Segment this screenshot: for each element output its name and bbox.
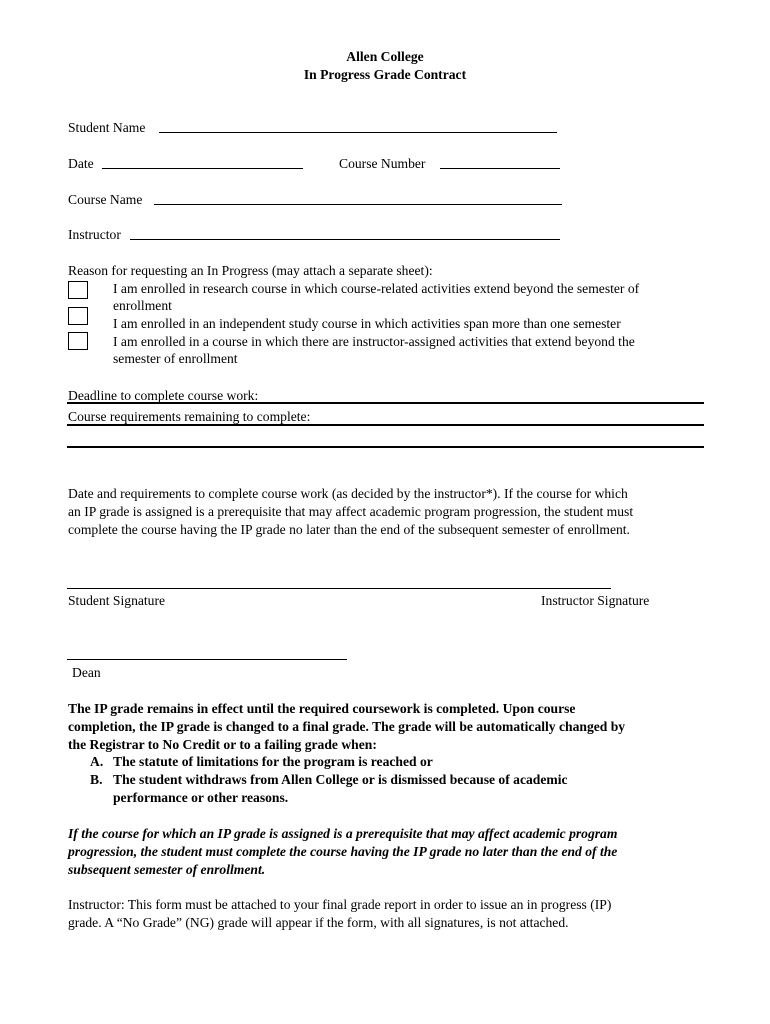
dean-signature-line[interactable] — [67, 659, 347, 660]
reason-research-checkbox[interactable] — [68, 281, 88, 299]
instructor-signature-label: Instructor Signature — [541, 593, 650, 608]
signature-line[interactable] — [67, 588, 611, 589]
reason-instructor-assigned-checkbox[interactable] — [68, 332, 88, 350]
dean-signature-label: Dean — [72, 665, 101, 680]
course-name-label: Course Name — [68, 192, 143, 207]
reason-instructor-assigned-label: I am enrolled in a course in which there are instructor-assigned activities that extend beyond the — [113, 334, 635, 349]
policy-line-2: completion, the IP grade is changed to a final grade. The grade will be automatically changed by — [68, 719, 626, 734]
instructor-note-line-2: grade. A “No Grade” (NG) grade will appear if the form, with all signatures, is not attached. — [68, 915, 569, 930]
college-name: Allen College — [346, 49, 424, 64]
prereq-line-2: progression, the student must complete the course having the IP grade no later than the end of the — [68, 844, 618, 859]
policy-line-1: The IP grade remains in effect until the required coursework is completed. Upon course — [68, 701, 576, 716]
policy-item-b-cont: performance or other reasons. — [113, 790, 289, 805]
course-name-field[interactable] — [154, 204, 562, 205]
reason-research-label-cont: enrollment — [113, 298, 172, 313]
policy-item-b: The student withdraws from Allen College or is dismissed because of academic — [113, 772, 568, 787]
course-number-field[interactable] — [440, 168, 560, 169]
date-label: Date — [68, 156, 94, 171]
deadline-label: Deadline to complete course work: — [68, 388, 259, 403]
requirements-field[interactable] — [67, 424, 704, 426]
requirements-label: Course requirements remaining to complete: — [68, 409, 311, 424]
student-signature-label: Student Signature — [68, 593, 166, 608]
requirements-field-extra[interactable] — [67, 446, 704, 448]
reason-research-label: I am enrolled in research course in which course-related activities extend beyond the semester of — [113, 281, 640, 296]
note-line-2: an IP grade is assigned is a prerequisite that may affect academic program progression, the student must — [68, 504, 634, 519]
policy-item-a-marker: A. — [90, 754, 104, 769]
instructor-label: Instructor — [68, 227, 121, 242]
note-line-1: Date and requirements to complete course work (as decided by the instructor*). If the course for which — [68, 486, 628, 501]
reason-independent-study-label: I am enrolled in an independent study course in which activities span more than one semester — [113, 316, 621, 331]
form-title: In Progress Grade Contract — [303, 67, 467, 82]
reason-heading: Reason for requesting an In Progress (may attach a separate sheet): — [68, 263, 433, 278]
policy-item-a: The statute of limitations for the program is reached or — [113, 754, 433, 769]
policy-item-b-marker: B. — [90, 772, 103, 787]
deadline-field[interactable] — [67, 402, 704, 404]
prereq-line-1: If the course for which an IP grade is assigned is a prerequisite that may affect academic program — [68, 826, 618, 841]
prereq-line-3: subsequent semester of enrollment. — [68, 862, 266, 877]
reason-instructor-assigned-label-cont: semester of enrollment — [113, 351, 238, 366]
date-field[interactable] — [102, 168, 303, 169]
instructor-note-line-1: Instructor: This form must be attached to your final grade report in order to issue an in progress (IP) — [68, 897, 612, 912]
note-line-3: complete the course having the IP grade no later than the end of the subsequent semester of enrollment. — [68, 522, 630, 537]
policy-line-3: the Registrar to No Credit or to a failing grade when: — [68, 737, 377, 752]
instructor-field[interactable] — [130, 239, 560, 240]
reason-independent-study-checkbox[interactable] — [68, 307, 88, 325]
course-number-label: Course Number — [339, 156, 426, 171]
student-name-label: Student Name — [68, 120, 146, 135]
student-name-field[interactable] — [159, 132, 557, 133]
